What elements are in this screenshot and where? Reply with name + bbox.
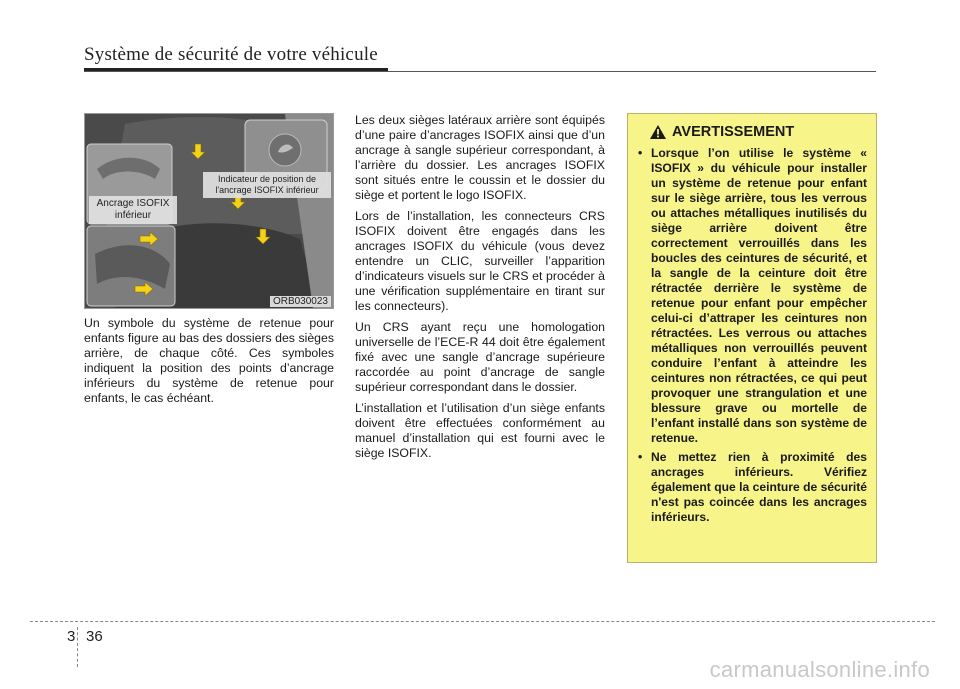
- callout-isofix-anchor: Ancrage ISOFIX inférieur: [89, 196, 177, 224]
- warning-heading: [650, 124, 867, 140]
- footer-vertical-divider: [77, 627, 78, 667]
- page-number: 36: [86, 628, 103, 645]
- middle-paragraph-1: Les deux sièges latéraux arrière sont équipés d’une paire d’ancrages ISOFIX ainsi que d’un ancrage à sangle supérieur correspondant, à l’arrière du dossier. Les ancrages ISOFIX sont situés entre le coussin et le dossier du siège et portent le logo ISOFIX.: [355, 113, 605, 202]
- warning-title: AVERTISSEMENT: [672, 124, 795, 140]
- warning-triangle-icon: [650, 125, 666, 139]
- warning-box: [627, 113, 877, 563]
- left-paragraph: Un symbole du système de retenue pour enfants figure au bas des dossiers des sièges arrière, de chaque côté. Ces symboles indiquent la position des points d’ancrage inférieurs du système de retenue pour enfants, le cas échéant.: [84, 316, 334, 405]
- warning-item: • Ne mettez rien à proximité des ancrages inférieurs. Vérifiez également que la ceinture de sécurité n'est pas coincée dans les ancrages inférieurs.: [638, 450, 867, 525]
- isofix-figure: [84, 113, 334, 309]
- middle-paragraph-4: L’installation et l’utilisation d’un siège enfants doivent être effectuées conformément au manuel d’installation qui est fourni avec le siège ISOFIX.: [355, 401, 605, 460]
- chapter-number: 3: [67, 628, 76, 645]
- callout-position-indicator: Indicateur de position de l'ancrage ISOFIX inférieur: [203, 172, 331, 198]
- middle-column: [355, 113, 605, 467]
- figure-code: ORB030023: [270, 296, 331, 307]
- watermark: carmanualsonline.info: [709, 657, 930, 682]
- middle-paragraph-2: Lors de l’installation, les connecteurs CRS ISOFIX doivent être engagés dans les ancrages ISOFIX du véhicule (vous devez entendre un CLIC, surveiller l’apparition d’indicateurs visuels sur le CRS et procéder à une vérification supplémentaire en tirant sur les connecteurs).: [355, 209, 605, 313]
- page-header-title: Système de sécurité de votre véhicule: [84, 44, 378, 65]
- warning-item: • Lorsque l’on utilise le système « ISOFIX » du véhicule pour installer un système de retenue pour enfant sur le siège arrière, tous les verrous ou attaches métalliques inutilisés du siège arrière doivent être correctement verrouillés dans les boucles des ceintures de sécurité, et la sangle de la ceinture doit être rétractée derrière le système de retenue pour enfant pour empêcher celui-ci d’attraper les ceintures non rétractées. Les verrous ou attaches métalliques non verrouillés peuvent conduire l’enfant à atteindre les ceintures non rétractées, ce qui peut provoquer une strangulation et une blessure grave ou mortelle de l’enfant installé dans son système de retenue.: [638, 146, 867, 446]
- header-rule: [84, 71, 876, 72]
- warning-list: [638, 146, 867, 525]
- middle-paragraph-3: Un CRS ayant reçu une homologation universelle de l’ECE-R 44 doit être également fixé avec une sangle d’ancrage supérieure raccordée au point d’ancrage de sangle supérieur correspondant dans le dossier.: [355, 320, 605, 394]
- left-column: [84, 316, 334, 412]
- footer-divider: [30, 621, 935, 622]
